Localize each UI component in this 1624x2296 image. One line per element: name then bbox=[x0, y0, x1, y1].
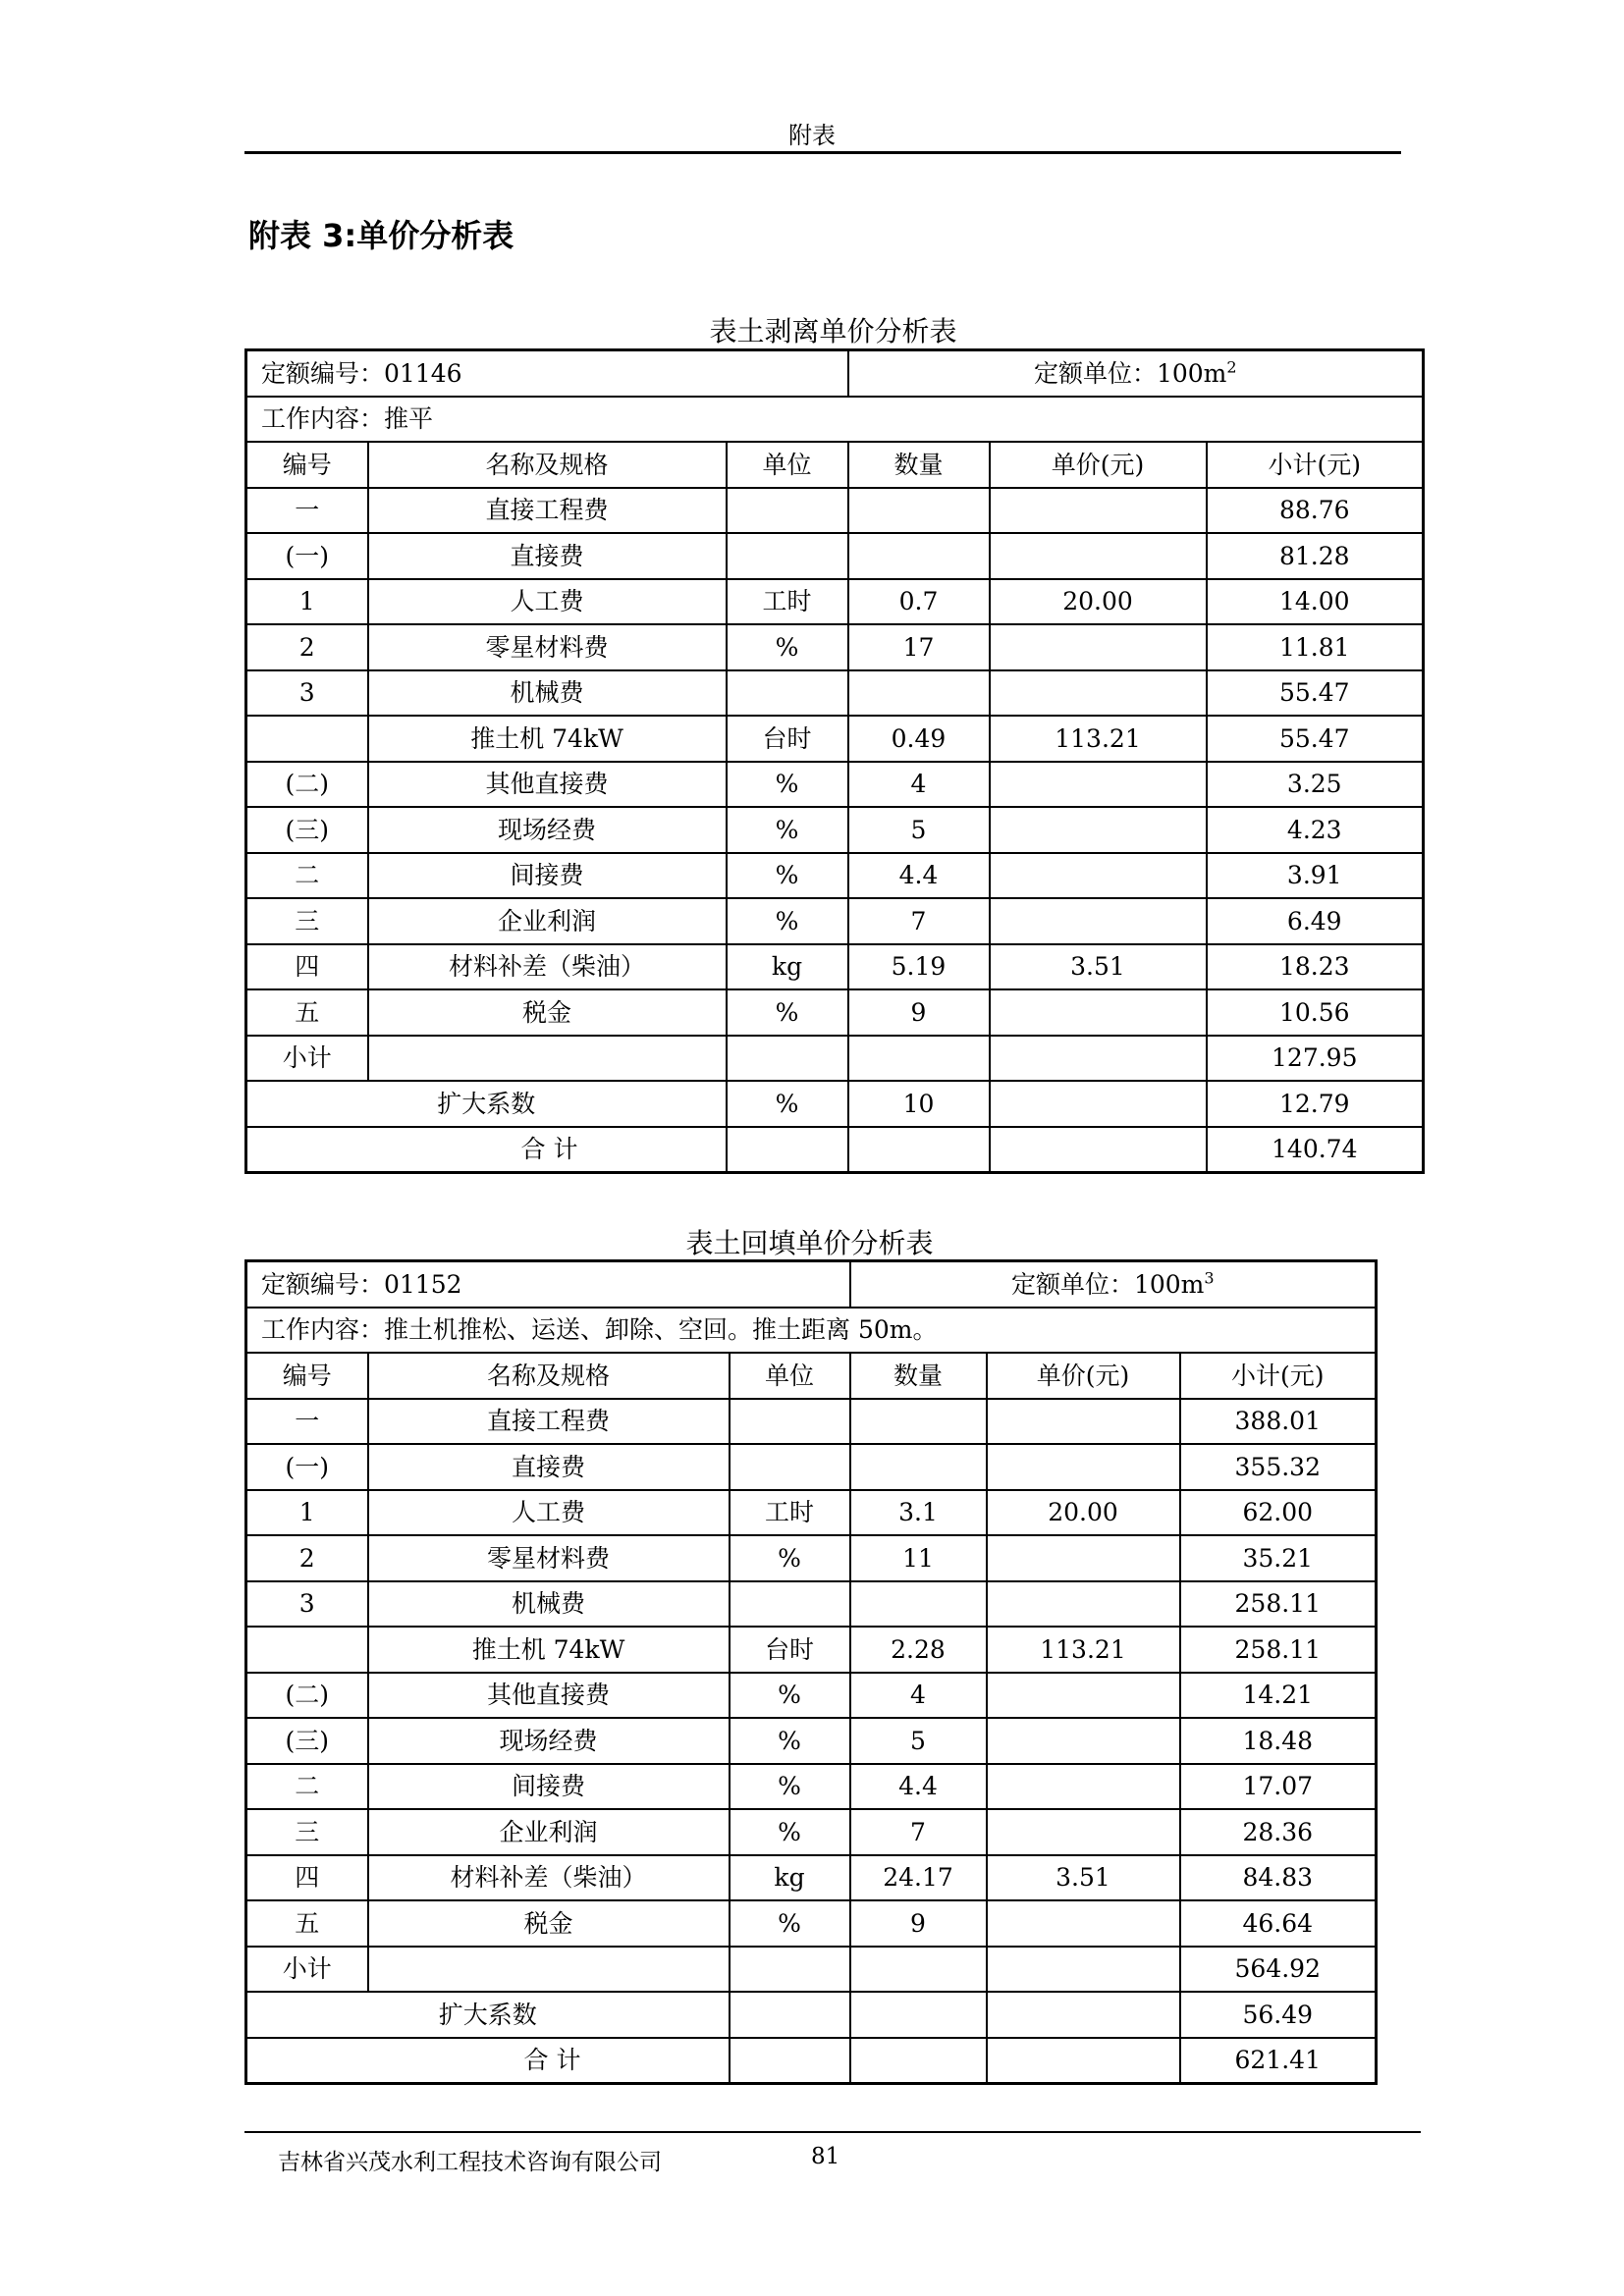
table-row bbox=[246, 989, 1424, 1036]
row-subtotal: 258.11 bbox=[1180, 1627, 1377, 1673]
table-cell bbox=[727, 1127, 848, 1173]
row-unit-price: 20.00 bbox=[987, 1490, 1180, 1536]
expand-factor-qty bbox=[850, 1992, 987, 2038]
row-subtotal: 84.83 bbox=[1180, 1855, 1377, 1901]
row-quantity: 5 bbox=[848, 807, 990, 853]
col-header-price: 单价(元) bbox=[990, 442, 1207, 488]
row-item-name: 直接工程费 bbox=[368, 1399, 730, 1445]
col-header-code: 编号 bbox=[246, 442, 368, 488]
row-code: 3 bbox=[246, 1581, 368, 1628]
row-unit-price bbox=[990, 533, 1207, 579]
col-header-unit: 单位 bbox=[730, 1353, 850, 1399]
footer-rule bbox=[244, 2131, 1421, 2133]
quota-unit bbox=[850, 1261, 1377, 1308]
row-item-name: 材料补差（柴油） bbox=[368, 944, 727, 990]
table-row bbox=[246, 1627, 1377, 1673]
row-subtotal: 14.00 bbox=[1207, 579, 1424, 625]
row-code bbox=[246, 716, 368, 762]
total-row bbox=[246, 1127, 1424, 1173]
table-row bbox=[246, 1399, 1377, 1445]
row-unit-price: 20.00 bbox=[990, 579, 1207, 625]
expand-factor-value: 12.79 bbox=[1207, 1081, 1424, 1127]
subtotal-label: 小计 bbox=[246, 1947, 368, 1993]
subtotal-row bbox=[246, 1947, 1377, 1993]
row-unit: % bbox=[730, 1673, 850, 1719]
row-code bbox=[246, 1627, 368, 1673]
column-header-row bbox=[246, 1353, 1377, 1399]
row-unit-price bbox=[990, 807, 1207, 853]
row-code: 二 bbox=[246, 1764, 368, 1810]
col-header-name: 名称及规格 bbox=[368, 1353, 730, 1399]
row-item-name: 人工费 bbox=[368, 579, 727, 625]
row-quantity: 7 bbox=[850, 1809, 987, 1855]
table-row bbox=[246, 488, 1424, 534]
row-unit-price bbox=[987, 1399, 1180, 1445]
row-code: 五 bbox=[246, 1900, 368, 1947]
table-row bbox=[246, 1900, 1377, 1947]
table-row bbox=[246, 1581, 1377, 1628]
table-row bbox=[246, 807, 1424, 853]
subtotal-value: 127.95 bbox=[1207, 1036, 1424, 1082]
row-unit-price bbox=[987, 1535, 1180, 1581]
row-code: (三) bbox=[246, 807, 368, 853]
row-subtotal: 14.21 bbox=[1180, 1673, 1377, 1719]
row-unit: % bbox=[727, 989, 848, 1036]
row-unit-price bbox=[990, 488, 1207, 534]
quota-row bbox=[246, 350, 1424, 397]
row-unit-price bbox=[990, 898, 1207, 944]
row-code: 五 bbox=[246, 989, 368, 1036]
row-quantity: 4 bbox=[848, 762, 990, 808]
row-subtotal: 55.47 bbox=[1207, 716, 1424, 762]
work-content: 工作内容：推平 bbox=[246, 397, 1424, 443]
row-unit-price bbox=[987, 1444, 1180, 1490]
row-quantity bbox=[848, 670, 990, 717]
table-row bbox=[246, 533, 1424, 579]
footer-company: 吉林省兴茂水利工程技术咨询有限公司 bbox=[278, 2150, 662, 2175]
row-code: 四 bbox=[246, 1855, 368, 1901]
subtotal-value: 564.92 bbox=[1180, 1947, 1377, 1993]
subtotal-label: 小计 bbox=[246, 1036, 368, 1082]
quota-number: 定额编号：01146 bbox=[246, 350, 848, 397]
row-subtotal: 88.76 bbox=[1207, 488, 1424, 534]
row-item-name: 其他直接费 bbox=[368, 762, 727, 808]
row-item-name: 推土机 74kW bbox=[368, 716, 727, 762]
row-unit: % bbox=[727, 762, 848, 808]
row-item-name: 推土机 74kW bbox=[368, 1627, 730, 1673]
row-item-name: 间接费 bbox=[368, 1764, 730, 1810]
table-cell bbox=[848, 1036, 990, 1082]
table-row bbox=[246, 1490, 1377, 1536]
row-quantity: 11 bbox=[850, 1535, 987, 1581]
row-unit-price bbox=[987, 1809, 1180, 1855]
row-subtotal: 3.91 bbox=[1207, 853, 1424, 899]
row-subtotal: 46.64 bbox=[1180, 1900, 1377, 1947]
total-label: 合 计 bbox=[246, 1127, 727, 1173]
table-cell bbox=[848, 1127, 990, 1173]
quota-number: 定额编号：01152 bbox=[246, 1261, 850, 1308]
row-item-name: 企业利润 bbox=[368, 898, 727, 944]
row-item-name: 机械费 bbox=[368, 670, 727, 717]
row-subtotal: 6.49 bbox=[1207, 898, 1424, 944]
row-item-name: 机械费 bbox=[368, 1581, 730, 1628]
total-value: 621.41 bbox=[1180, 2038, 1377, 2084]
row-unit: % bbox=[730, 1900, 850, 1947]
row-quantity bbox=[848, 488, 990, 534]
row-unit: % bbox=[730, 1764, 850, 1810]
page-number: 81 bbox=[811, 2144, 840, 2169]
row-quantity: 0.7 bbox=[848, 579, 990, 625]
row-code: (二) bbox=[246, 762, 368, 808]
row-code: 三 bbox=[246, 898, 368, 944]
row-quantity: 9 bbox=[850, 1900, 987, 1947]
running-header: 附表 bbox=[788, 122, 836, 149]
row-code: 四 bbox=[246, 944, 368, 990]
table-row bbox=[246, 944, 1424, 990]
row-unit-price bbox=[990, 762, 1207, 808]
row-subtotal: 35.21 bbox=[1180, 1535, 1377, 1581]
table-cell bbox=[990, 1036, 1207, 1082]
row-unit-price bbox=[990, 989, 1207, 1036]
table1-price-analysis bbox=[244, 348, 1425, 1174]
col-header-name: 名称及规格 bbox=[368, 442, 727, 488]
table-row bbox=[246, 1535, 1377, 1581]
row-subtotal: 388.01 bbox=[1180, 1399, 1377, 1445]
row-quantity: 9 bbox=[848, 989, 990, 1036]
expand-factor-row bbox=[246, 1992, 1377, 2038]
row-quantity: 5 bbox=[850, 1718, 987, 1764]
row-unit bbox=[730, 1399, 850, 1445]
table-cell bbox=[987, 2038, 1180, 2084]
row-quantity: 4.4 bbox=[848, 853, 990, 899]
row-subtotal: 258.11 bbox=[1180, 1581, 1377, 1628]
row-unit: 工时 bbox=[730, 1490, 850, 1536]
row-code: 二 bbox=[246, 853, 368, 899]
table-cell bbox=[987, 1947, 1180, 1993]
row-subtotal: 28.36 bbox=[1180, 1809, 1377, 1855]
row-unit: % bbox=[727, 624, 848, 670]
table-cell bbox=[987, 1992, 1180, 2038]
row-item-name: 零星材料费 bbox=[368, 624, 727, 670]
table-row bbox=[246, 853, 1424, 899]
row-subtotal: 10.56 bbox=[1207, 989, 1424, 1036]
table-cell bbox=[368, 1947, 730, 1993]
table-cell bbox=[730, 2038, 850, 2084]
table-cell bbox=[990, 1081, 1207, 1127]
row-subtotal: 11.81 bbox=[1207, 624, 1424, 670]
row-quantity: 0.49 bbox=[848, 716, 990, 762]
row-code: 1 bbox=[246, 1490, 368, 1536]
row-item-name: 现场经费 bbox=[368, 807, 727, 853]
row-unit bbox=[727, 488, 848, 534]
row-unit-price bbox=[987, 1581, 1180, 1628]
row-quantity: 2.28 bbox=[850, 1627, 987, 1673]
row-quantity bbox=[848, 533, 990, 579]
table-row bbox=[246, 1809, 1377, 1855]
row-quantity bbox=[850, 1399, 987, 1445]
row-unit-price: 113.21 bbox=[990, 716, 1207, 762]
table-cell bbox=[850, 1947, 987, 1993]
table-cell bbox=[850, 2038, 987, 2084]
table-row bbox=[246, 1673, 1377, 1719]
col-header-code: 编号 bbox=[246, 1353, 368, 1399]
row-quantity: 3.1 bbox=[850, 1490, 987, 1536]
expand-factor-label: 扩大系数 bbox=[246, 1081, 727, 1127]
row-unit-price: 3.51 bbox=[990, 944, 1207, 990]
table-row bbox=[246, 898, 1424, 944]
row-unit: kg bbox=[730, 1855, 850, 1901]
row-quantity bbox=[850, 1581, 987, 1628]
row-code: 3 bbox=[246, 670, 368, 717]
row-quantity: 7 bbox=[848, 898, 990, 944]
row-unit-price bbox=[990, 853, 1207, 899]
row-code: 2 bbox=[246, 1535, 368, 1581]
row-code: 1 bbox=[246, 579, 368, 625]
table-row bbox=[246, 1855, 1377, 1901]
quota-unit-text: 定额单位：100m bbox=[1033, 358, 1227, 388]
row-unit bbox=[727, 533, 848, 579]
row-quantity: 17 bbox=[848, 624, 990, 670]
quota-row bbox=[246, 1261, 1377, 1308]
total-row bbox=[246, 2038, 1377, 2084]
row-unit: kg bbox=[727, 944, 848, 990]
work-content-row bbox=[246, 1308, 1377, 1354]
row-unit: % bbox=[730, 1809, 850, 1855]
subtotal-row bbox=[246, 1036, 1424, 1082]
table-row bbox=[246, 762, 1424, 808]
row-unit-price bbox=[987, 1900, 1180, 1947]
row-unit: 台时 bbox=[727, 716, 848, 762]
table-row bbox=[246, 579, 1424, 625]
row-code: 一 bbox=[246, 488, 368, 534]
col-header-subtotal: 小计(元) bbox=[1180, 1353, 1377, 1399]
row-item-name: 零星材料费 bbox=[368, 1535, 730, 1581]
col-header-subtotal: 小计(元) bbox=[1207, 442, 1424, 488]
row-item-name: 材料补差（柴油） bbox=[368, 1855, 730, 1901]
table-cell bbox=[990, 1127, 1207, 1173]
row-unit-price bbox=[987, 1673, 1180, 1719]
expand-factor-qty: 10 bbox=[848, 1081, 990, 1127]
col-header-qty: 数量 bbox=[850, 1353, 987, 1399]
row-item-name: 税金 bbox=[368, 989, 727, 1036]
work-content: 工作内容：推土机推松、运送、卸除、空回。推土距离 50m。 bbox=[246, 1308, 1377, 1354]
row-code: 一 bbox=[246, 1399, 368, 1445]
row-unit-price bbox=[990, 670, 1207, 717]
row-quantity: 4.4 bbox=[850, 1764, 987, 1810]
row-unit-price bbox=[987, 1718, 1180, 1764]
row-subtotal: 17.07 bbox=[1180, 1764, 1377, 1810]
col-header-price: 单价(元) bbox=[987, 1353, 1180, 1399]
row-unit: % bbox=[730, 1718, 850, 1764]
table-cell bbox=[368, 1036, 727, 1082]
expand-factor-row bbox=[246, 1081, 1424, 1127]
table-row bbox=[246, 1718, 1377, 1764]
row-code: 2 bbox=[246, 624, 368, 670]
column-header-row bbox=[246, 442, 1424, 488]
row-unit: 台时 bbox=[730, 1627, 850, 1673]
row-unit bbox=[727, 670, 848, 717]
row-item-name: 间接费 bbox=[368, 853, 727, 899]
row-unit: % bbox=[727, 807, 848, 853]
expand-factor-value: 56.49 bbox=[1180, 1992, 1377, 2038]
table-row bbox=[246, 624, 1424, 670]
row-code: (二) bbox=[246, 1673, 368, 1719]
expand-factor-unit bbox=[730, 1992, 850, 2038]
row-quantity bbox=[850, 1444, 987, 1490]
row-subtotal: 355.32 bbox=[1180, 1444, 1377, 1490]
quota-unit bbox=[848, 350, 1424, 397]
row-item-name: 税金 bbox=[368, 1900, 730, 1947]
work-content-row bbox=[246, 397, 1424, 443]
table-row bbox=[246, 1444, 1377, 1490]
row-quantity: 24.17 bbox=[850, 1855, 987, 1901]
row-subtotal: 3.25 bbox=[1207, 762, 1424, 808]
row-code: (一) bbox=[246, 1444, 368, 1490]
row-item-name: 直接工程费 bbox=[368, 488, 727, 534]
total-value: 140.74 bbox=[1207, 1127, 1424, 1173]
row-unit-price: 113.21 bbox=[987, 1627, 1180, 1673]
table-row bbox=[246, 1764, 1377, 1810]
row-code: (三) bbox=[246, 1718, 368, 1764]
row-unit: 工时 bbox=[727, 579, 848, 625]
table-row bbox=[246, 670, 1424, 717]
page-title: 附表 3:单价分析表 bbox=[248, 217, 514, 254]
row-quantity: 4 bbox=[850, 1673, 987, 1719]
quota-unit-text: 定额单位：100m bbox=[1010, 1269, 1205, 1299]
row-subtotal: 4.23 bbox=[1207, 807, 1424, 853]
row-unit: % bbox=[727, 853, 848, 899]
row-unit-price: 3.51 bbox=[987, 1855, 1180, 1901]
expand-factor-label: 扩大系数 bbox=[246, 1992, 730, 2038]
table1-caption: 表土剥离单价分析表 bbox=[709, 315, 957, 347]
row-unit-price bbox=[987, 1764, 1180, 1810]
col-header-qty: 数量 bbox=[848, 442, 990, 488]
row-unit bbox=[730, 1581, 850, 1628]
col-header-unit: 单位 bbox=[727, 442, 848, 488]
row-subtotal: 81.28 bbox=[1207, 533, 1424, 579]
table2-price-analysis bbox=[244, 1259, 1378, 2085]
row-item-name: 企业利润 bbox=[368, 1809, 730, 1855]
row-subtotal: 18.23 bbox=[1207, 944, 1424, 990]
header-rule bbox=[244, 151, 1401, 154]
row-subtotal: 18.48 bbox=[1180, 1718, 1377, 1764]
row-unit-price bbox=[990, 624, 1207, 670]
expand-factor-unit: % bbox=[727, 1081, 848, 1127]
row-quantity: 5.19 bbox=[848, 944, 990, 990]
row-unit bbox=[730, 1444, 850, 1490]
row-item-name: 直接费 bbox=[368, 1444, 730, 1490]
row-item-name: 现场经费 bbox=[368, 1718, 730, 1764]
table-row bbox=[246, 716, 1424, 762]
row-unit: % bbox=[730, 1535, 850, 1581]
row-subtotal: 62.00 bbox=[1180, 1490, 1377, 1536]
row-code: 三 bbox=[246, 1809, 368, 1855]
quota-unit-exponent: 2 bbox=[1226, 357, 1237, 377]
row-subtotal: 55.47 bbox=[1207, 670, 1424, 717]
row-code: (一) bbox=[246, 533, 368, 579]
row-item-name: 其他直接费 bbox=[368, 1673, 730, 1719]
table-cell bbox=[727, 1036, 848, 1082]
total-label: 合 计 bbox=[246, 2038, 730, 2084]
row-item-name: 直接费 bbox=[368, 533, 727, 579]
row-item-name: 人工费 bbox=[368, 1490, 730, 1536]
row-unit: % bbox=[727, 898, 848, 944]
table2-caption: 表土回填单价分析表 bbox=[685, 1227, 934, 1259]
quota-unit-exponent: 3 bbox=[1204, 1268, 1215, 1288]
table-cell bbox=[730, 1947, 850, 1993]
